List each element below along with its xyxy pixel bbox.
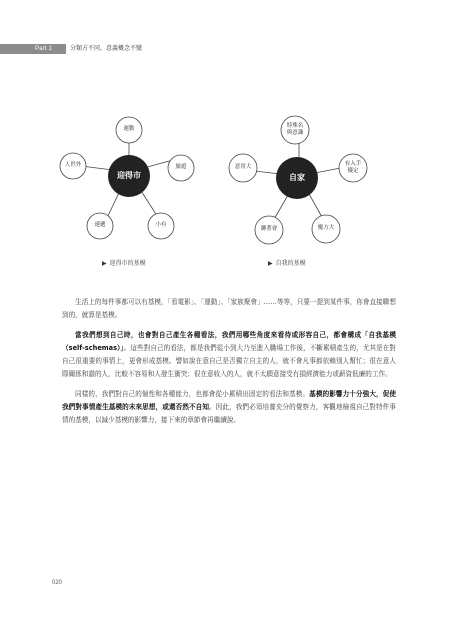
node-label: 旅遊 bbox=[175, 164, 187, 170]
paragraph-1 bbox=[62, 296, 396, 323]
diagram-left-svg bbox=[57, 112, 227, 262]
emphasis-text: 基模的影響力十分強大，促使我們對事情產生基模的未來思想，或還否然不自知 bbox=[62, 389, 397, 412]
text-run: 生活上的每件事都可以有基模，「看電影」、「運動」、「家族聚會」……等等，只要一提到某件事，你會直接聯想到的，就算是基模。 bbox=[62, 298, 396, 320]
text-run: 。因此，我們必須培養充分的覺察力，客觀地檢視自己對特件事情的基模，以減少基模的影響力，接下來的章節會再繼續說。 bbox=[62, 403, 397, 425]
diagram-left-caption bbox=[102, 258, 146, 267]
node-label: 人世外 bbox=[64, 162, 82, 168]
center-label: 自家 bbox=[289, 173, 305, 182]
chapter-title: 分類方不同，意義概念不變 bbox=[70, 45, 143, 52]
node-label: 聊著會 bbox=[260, 226, 278, 232]
node-label: 速遞 bbox=[94, 222, 106, 228]
part-label: Part 1 bbox=[35, 46, 53, 52]
triangle-icon: ▶ bbox=[268, 260, 273, 267]
node-label: 運動 bbox=[123, 126, 135, 132]
page-number: 020 bbox=[52, 580, 63, 586]
node-label: 特殊名 與意識 bbox=[286, 123, 304, 136]
diagram-right-caption bbox=[268, 258, 306, 267]
emphasis-text: 當我們想到自己時，也會對自己產生各種看法，我們用哪些角度來看待或形容自己，都會構成「自我基模（self-schemas）」 bbox=[62, 330, 396, 352]
node-label: 意用大 bbox=[234, 164, 252, 170]
text-run: 。這些對自己的看法，都是我們從小到大乃至進入職場工作後，不斷累積產生的，尤其是在對自己很重要的事情上，更會形成基模。譬如說在意自己是否獨立自主的人，就不會凡事都依賴別人幫忙；很在意人際關係和諧的人，比較不容易和人發生衝突；很在意收入的人，就不太願意接受有損經濟能力或薪資低廉的工作。 bbox=[62, 343, 396, 379]
node-label: 魔方大 bbox=[317, 225, 335, 231]
caption-text: 自我的基模 bbox=[275, 260, 306, 267]
running-header bbox=[0, 44, 450, 54]
diagram-left bbox=[57, 112, 227, 262]
caption-text: 迎得市的基模 bbox=[109, 260, 146, 267]
text-run: 同樣的，我們對自己的個性和各種能力，也都會從小累積出固定的看法和基模。 bbox=[75, 389, 310, 398]
node-label: 有入手 優定 bbox=[344, 161, 362, 174]
center-label: 迎得市 bbox=[117, 171, 141, 180]
node-label: 小有 bbox=[155, 222, 167, 228]
paragraph-2 bbox=[62, 329, 396, 382]
body-text bbox=[62, 296, 396, 434]
paragraph-3 bbox=[62, 388, 396, 428]
header-bar bbox=[0, 44, 66, 54]
triangle-icon: ▶ bbox=[102, 260, 107, 267]
diagram-right bbox=[227, 112, 397, 262]
diagram-right-svg bbox=[227, 112, 397, 262]
